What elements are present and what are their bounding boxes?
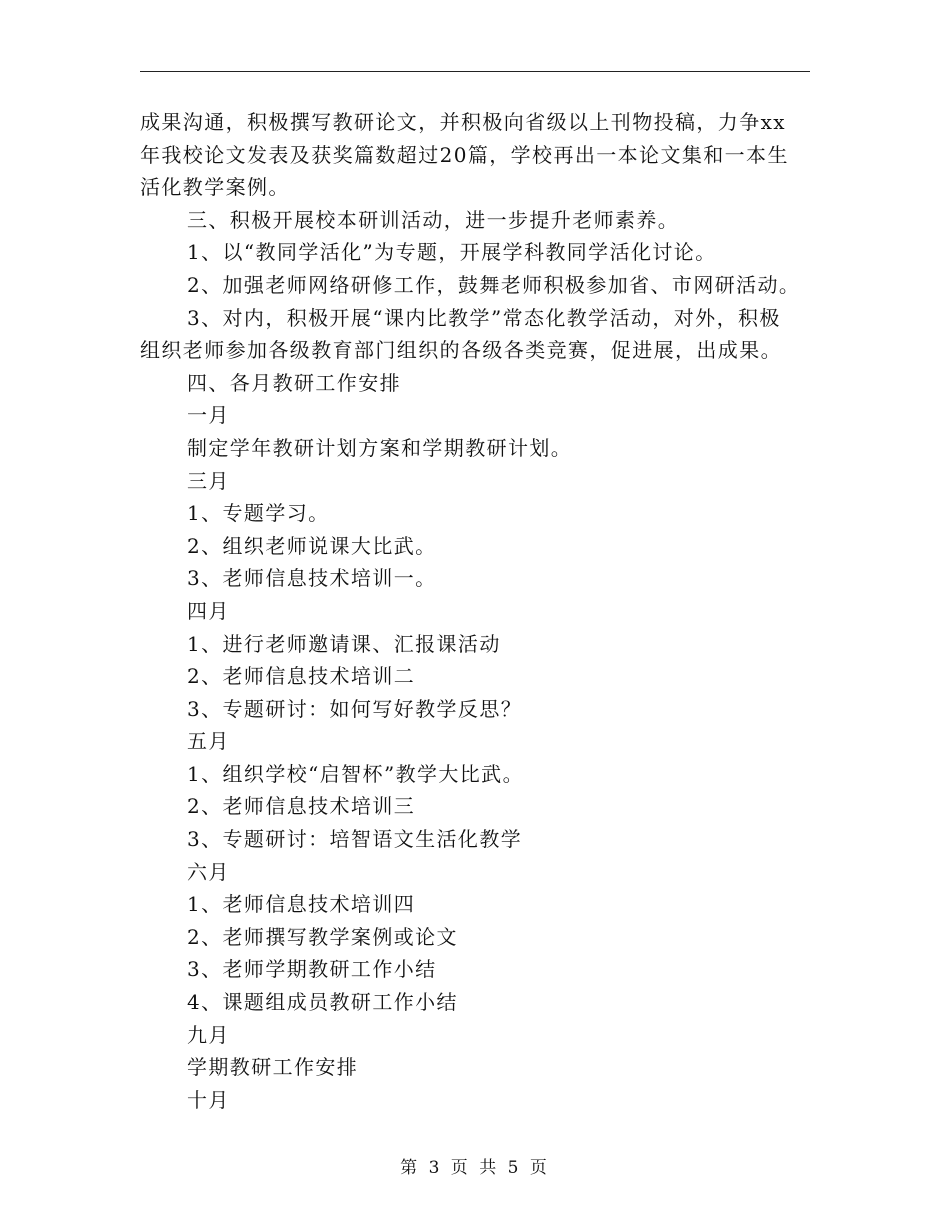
text-line: 3、老师信息技术培训一。: [187, 566, 437, 591]
text-line: 2、组织老师说课大比武。: [187, 533, 437, 558]
page-number: 第 3 页 共 5 页: [400, 1158, 550, 1178]
text-line: 3、老师学期教研工作小结: [187, 957, 437, 982]
text-line: 3、对内，积极开展“课内比教学”常态化教学活动，对外，积极: [187, 305, 781, 330]
section-heading: 三、积极开展校本研训活动，进一步提升老师素养。: [187, 207, 680, 232]
text-line: 活化教学案例。: [140, 175, 290, 200]
month-heading: 九月: [187, 1022, 230, 1047]
document-body: [140, 106, 812, 1116]
text-line: 组织老师参加各级教育部门组织的各级各类竞赛，促进展，出成果。: [140, 338, 782, 363]
text-line: 2、老师撰写教学案例或论文: [187, 924, 458, 949]
text-line: 4、课题组成员教研工作小结: [187, 990, 458, 1015]
text-line: 3、专题研讨：培智语文生活化教学: [187, 827, 523, 852]
header-rule: [140, 71, 810, 72]
month-heading: 五月: [187, 729, 230, 754]
text-line: 2、老师信息技术培训二: [187, 664, 416, 689]
text-line: 1、专题学习。: [187, 501, 330, 526]
month-heading: 三月: [187, 468, 230, 493]
text-line: 年我校论文发表及获奖篇数超过20篇，学校再出一本论文集和一本生: [140, 142, 789, 167]
text-line: 2、加强老师网络研修工作，鼓舞老师积极参加省、市网研活动。: [187, 272, 801, 297]
text-line: 1、组织学校“启智杯”教学大比武。: [187, 761, 524, 786]
month-heading: 十月: [187, 1087, 230, 1112]
text-line: 1、进行老师邀请课、汇报课活动: [187, 631, 501, 656]
text-line: 1、老师信息技术培训四: [187, 892, 416, 917]
text-line: 制定学年教研计划方案和学期教研计划。: [187, 435, 573, 460]
month-heading: 一月: [187, 403, 230, 428]
section-heading: 四、各月教研工作安排: [187, 370, 401, 395]
text-line: 1、以“教同学活化”为专题，开展学科教同学活化讨论。: [187, 240, 717, 265]
text-line: 成果沟通，积极撰写教研论文，并积极向省级以上刊物投稿，力争xx: [140, 110, 786, 134]
text-line: 学期教研工作安排: [187, 1055, 359, 1080]
month-heading: 四月: [187, 598, 230, 623]
text-line: 3、专题研讨：如何写好教学反思？: [187, 696, 523, 721]
month-heading: 六月: [187, 859, 230, 884]
text-line: 2、老师信息技术培训三: [187, 794, 416, 819]
